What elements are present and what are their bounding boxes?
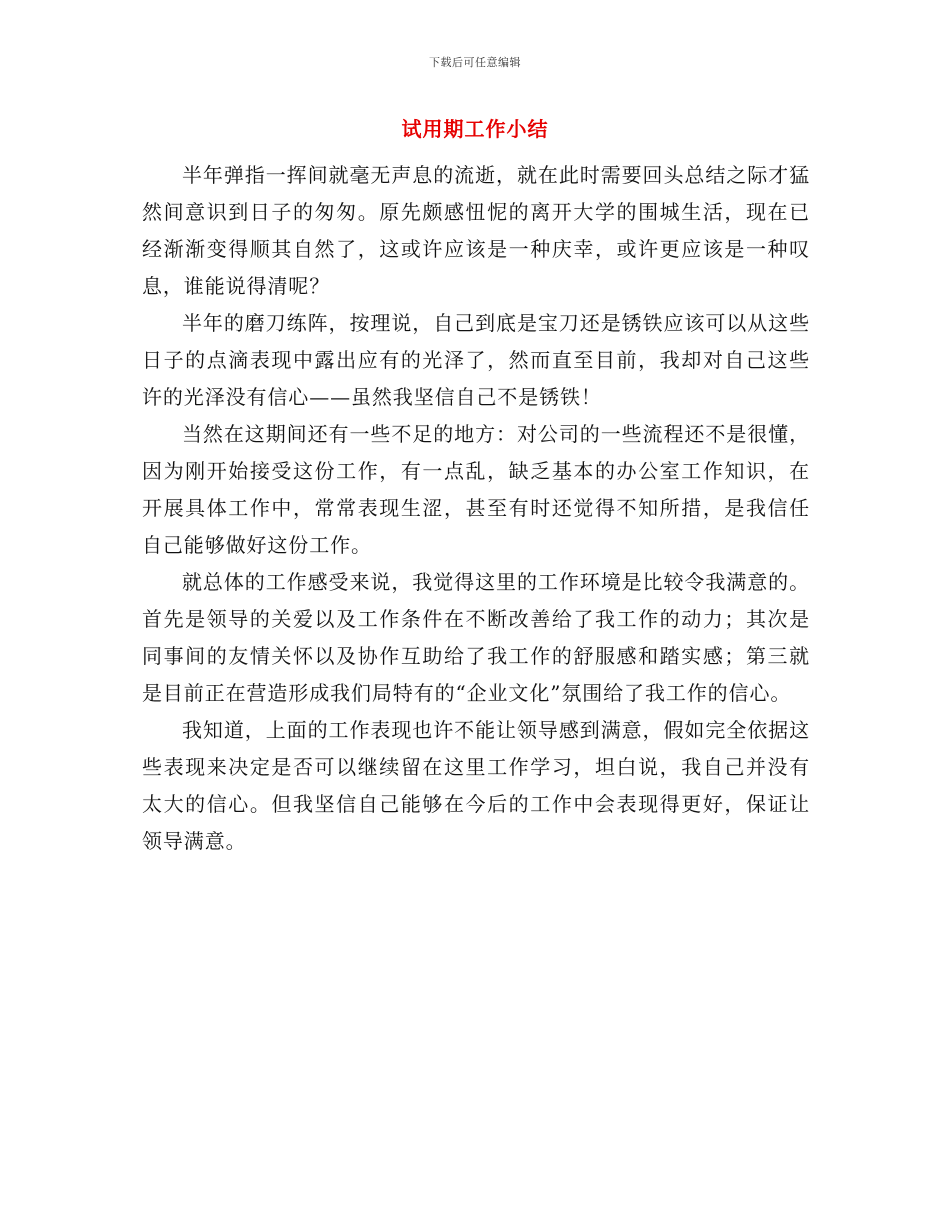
header-note: 下载后可任意编辑 — [429, 56, 521, 69]
paragraph-1: 半年弹指一挥间就毫无声息的流逝，就在此时需要回头总结之际才猛然间意识到日子的匆匆。原先颇感忸怩的离开大学的围城生活，现在已经渐渐变得顺其自然了，这或许应该是一种庆幸，或许更应该是一种叹息，谁能说得清呢？ — [142, 163, 810, 298]
paragraph-4: 就总体的工作感受来说，我觉得这里的工作环境是比较令我满意的。首先是领导的关爱以及工作条件在不断改善给了我工作的动力；其次是同事间的友情关怀以及协作互助给了我工作的舒服感和踏实感；第三就是目前正在营造形成我们局特有的“企业文化”氛围给了我工作的信心。 — [142, 570, 810, 705]
document-body — [142, 157, 810, 860]
paragraph-5: 我知道，上面的工作表现也许不能让领导感到满意，假如完全依据这些表现来决定是否可以继续留在这里工作学习，坦白说，我自己并没有太大的信心。但我坚信自己能够在今后的工作中会表现得更好，保证让领导满意。 — [142, 718, 810, 853]
paragraph-3: 当然在这期间还有一些不足的地方：对公司的一些流程还不是很懂，因为刚开始接受这份工作，有一点乱，缺乏基本的办公室工作知识，在开展具体工作中，常常表现生涩，甚至有时还觉得不知所措，是我信任自己能够做好这份工作。 — [142, 422, 810, 557]
document-title: 试用期工作小结 — [401, 117, 549, 141]
paragraph-2: 半年的磨刀练阵，按理说，自己到底是宝刀还是锈铁应该可以从这些日子的点滴表现中露出应有的光泽了，然而直至目前，我却对自己这些许的光泽没有信心——虽然我坚信自己不是锈铁！ — [142, 311, 810, 409]
